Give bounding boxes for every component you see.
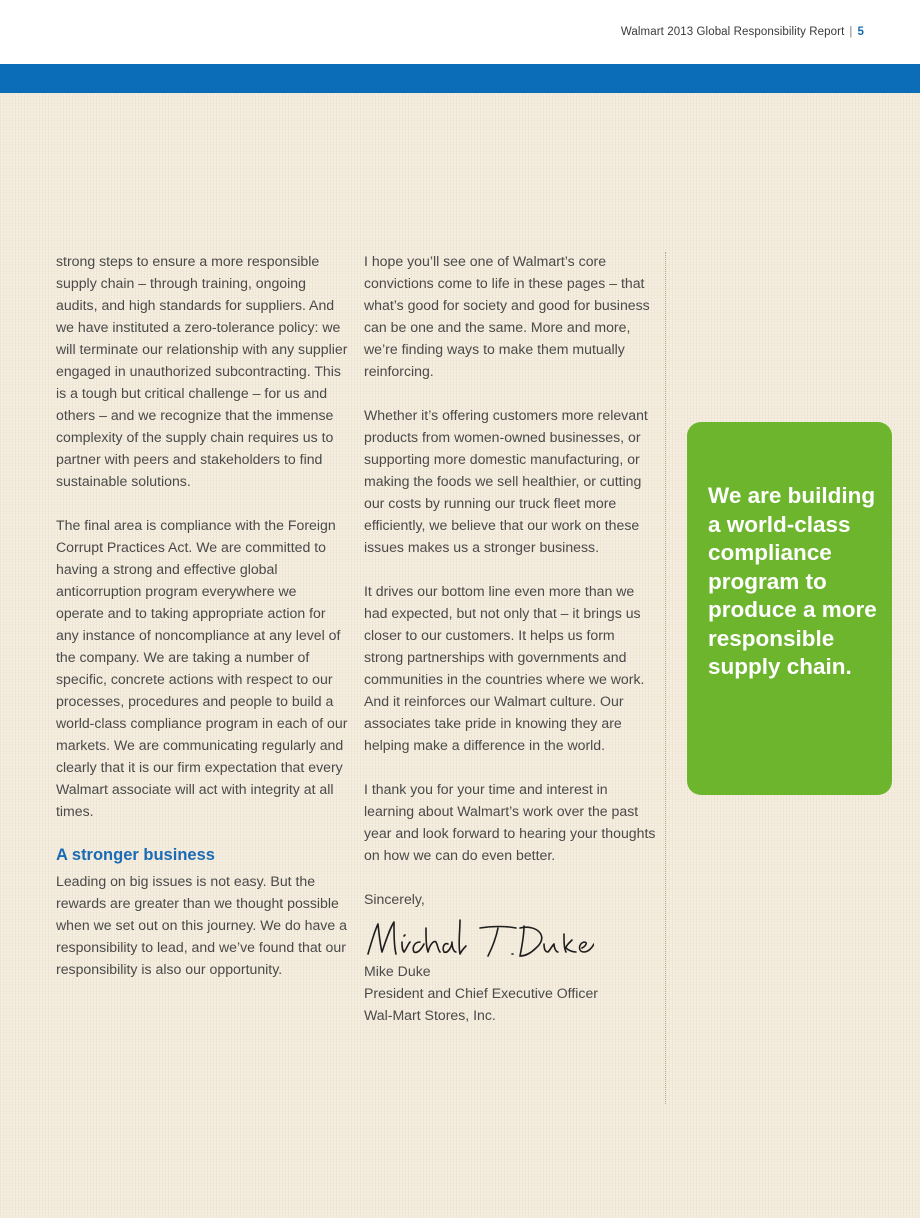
body-paragraph: I hope you’ll see one of Walmart’s core convictions come to life in these pages – that what’s good for society and good for business can be one and the same. More and more, we’re finding ways to make them mutually reinforcing.: [364, 253, 650, 379]
signature-image: [364, 914, 594, 960]
running-header: [621, 26, 864, 38]
signer-name: Mike Duke: [364, 963, 431, 979]
body-paragraph: Whether it’s offering customers more relevant products from women-owned businesses, or supporting more domestic manufacturing, or making the foods we sell healthier, or cutting our costs by running our truck fleet more efficiently, we believe that our work on these issues makes us a stronger business.: [364, 407, 648, 555]
report-title: Walmart 2013 Global Responsibility Report: [620, 26, 845, 38]
body-paragraph: I thank you for your time and interest in learning about Walmart’s work over the past year and look forward to hearing your thoughts on how we can do even better.: [364, 781, 656, 863]
header-separator: |: [849, 26, 853, 38]
page-number: 5: [857, 26, 864, 38]
page-header: [0, 0, 920, 64]
left-column: [56, 250, 348, 980]
pull-quote-text: We are building a world-class compliance program to produce a more responsible supply chain.: [708, 483, 877, 679]
body-paragraph: strong steps to ensure a more responsible supply chain – through training, ongoing audits, and high standards for suppliers. And we have instituted a zero-tolerance policy: we will terminate our relationship with any supplier engaged in unauthorized subcontracting. This is a tough but critical challenge – for us and others – and we recognize that the immense complexity of the supply chain requires us to partner with peers and stakeholders to find sustainable solutions.: [56, 253, 348, 489]
body-paragraph: It drives our bottom line even more than we had expected, but not only that – it brings us closer to our customers. It helps us form strong partnerships with governments and communities in the countries where we work. And it reinforces our Walmart culture. Our associates take pride in knowing they are helping make a difference in the world.: [364, 583, 645, 753]
body-paragraph: The final area is compliance with the Foreign Corrupt Practices Act. We are committed to having a strong and effective global anticorruption program everywhere we operate and to taking appropriate action for any instance of noncompliance at any level of the company. We are taking a number of specific, concrete actions with respect to our processes, procedures and people to build a world-class compliance program in each of our markets. We are communicating regularly and clearly that it is our firm expectation that every Walmart associate will act with integrity at all times.: [56, 517, 348, 819]
section-heading: A stronger business: [56, 846, 215, 864]
body-paragraph: Leading on big issues is not easy. But the rewards are greater than we thought possible when we set out on this journey. We do have a responsibility to lead, and we’ve found that our responsibility is also our opportunity.: [56, 873, 347, 977]
header-color-band: [0, 64, 920, 93]
column-divider: [665, 252, 666, 1104]
closing-salutation: Sincerely,: [364, 891, 425, 907]
pull-quote-box: [687, 422, 892, 795]
signer-title: President and Chief Executive Officer: [364, 985, 598, 1001]
right-column: [364, 250, 656, 1026]
signer-company: Wal-Mart Stores, Inc.: [364, 1007, 496, 1023]
